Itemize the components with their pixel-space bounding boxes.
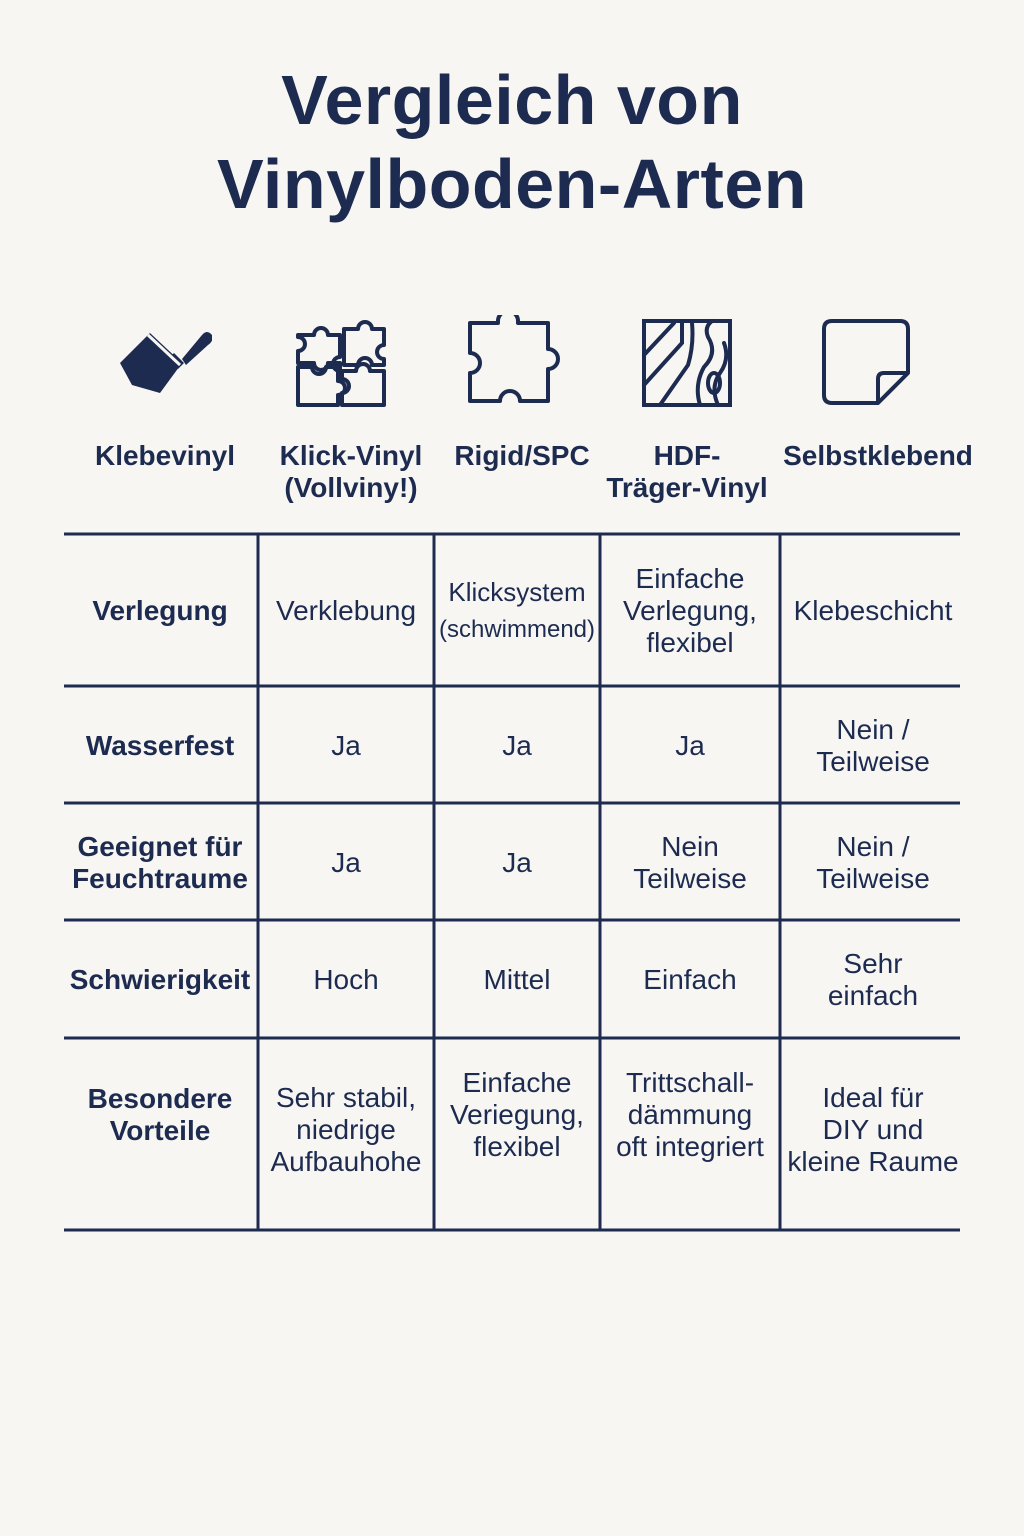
type-heading-line: (Vollviny!): [284, 472, 418, 503]
row-label-line: Verlegung: [92, 595, 228, 626]
type-heading-line: Träger-Vinyl: [606, 472, 768, 503]
title-line-1: Vergleich von: [281, 61, 743, 139]
cell-text: DIY und: [822, 1114, 924, 1145]
cell-text: Verklebung: [275, 595, 417, 626]
table-cell: [258, 805, 434, 920]
cell-text: Ideal für: [822, 1082, 924, 1113]
row-label-schwierigkeit: [64, 922, 256, 1038]
row-label-line: Wasserfest: [85, 729, 235, 761]
type-heading-klebevinyl: [70, 440, 260, 472]
table-cell: [434, 805, 600, 920]
cell-text: Ja: [675, 729, 705, 761]
table-cell: [434, 688, 600, 803]
table-cell: [258, 536, 434, 686]
cell-text: kleine Raume: [787, 1146, 959, 1177]
cell-text: Hoch: [313, 964, 379, 995]
table-cell: [600, 922, 780, 1038]
cell-text: Teilweise: [816, 745, 930, 777]
table-cell: [600, 536, 780, 686]
type-heading-selbstklebend: [772, 440, 984, 472]
cell-text: einfach: [827, 980, 919, 1011]
cell-text: Nein: [661, 830, 719, 862]
type-heading-line: Selbstklebend: [783, 440, 973, 471]
cell-text: oft integriert: [616, 1131, 764, 1162]
cell-text: Mittel: [483, 964, 551, 995]
cell-text: Ja: [331, 729, 361, 761]
type-heading-rigid-spc: [440, 440, 604, 472]
cell-text: Ja: [331, 846, 361, 878]
cell-text: Nein /: [836, 713, 910, 745]
table-cell: [780, 805, 966, 920]
cell-text: Einfach: [643, 964, 737, 995]
table-cell: [258, 1040, 434, 1220]
cell-text: Teilweise: [816, 862, 930, 894]
row-label-line: Schwierigkeit: [69, 964, 251, 995]
type-heading-line: Klick-Vinyl: [279, 440, 423, 471]
cell-text: Einfache: [462, 1067, 572, 1098]
table-cell: [434, 1040, 600, 1190]
cell-text: (schwimmend): [438, 616, 596, 643]
cell-text: Einfache: [635, 563, 745, 594]
type-heading-klick-vinyl: [262, 440, 440, 504]
cell-text: Verlegung,: [623, 595, 757, 626]
row-label-wasserfest: [64, 688, 256, 803]
table-cell: [434, 536, 600, 686]
cell-text: Sehr stabil,: [275, 1082, 417, 1113]
cell-text: Ja: [502, 729, 532, 761]
cell-text: Klicksystem: [448, 577, 586, 607]
row-label-line: Feuchtraume: [72, 862, 248, 894]
puzzle-pieces-icon: [292, 315, 392, 410]
table-cell: [780, 922, 966, 1038]
cell-text: Trittschall-: [625, 1067, 755, 1098]
row-label-feuchtraume: [64, 805, 256, 920]
table-cell: [780, 536, 966, 686]
type-heading-line: Rigid/SPC: [454, 440, 590, 471]
cell-text: Nein /: [836, 830, 910, 862]
wood-grain-icon: [638, 315, 738, 410]
row-label-line: Besondere: [87, 1083, 233, 1114]
type-heading-hdf: [604, 440, 770, 504]
table-cell: [780, 688, 966, 803]
table-cell: [780, 1040, 966, 1220]
peel-sticker-icon: [818, 315, 918, 410]
type-heading-line: Klebevinyl: [94, 440, 236, 471]
row-label-verlegung: [64, 536, 256, 686]
row-label-line: Vorteile: [109, 1115, 211, 1146]
table-cell: [600, 1040, 780, 1190]
cell-text: Klebeschicht: [793, 595, 953, 626]
cell-text: dämmung: [627, 1099, 753, 1130]
cell-text: flexibel: [473, 1131, 561, 1162]
title-line-2: Vinylboden-Arten: [216, 145, 808, 223]
row-label-line: Geeignet für: [77, 830, 243, 862]
table-cell: [600, 805, 780, 920]
table-cell: [600, 688, 780, 803]
cell-text: Aufbauhohe: [270, 1146, 422, 1177]
row-label-besondere-vorteile: [64, 1040, 256, 1190]
table-cell: [258, 922, 434, 1038]
cell-text: Ja: [502, 846, 532, 878]
puzzle-piece-icon: [462, 315, 562, 410]
cell-text: Sehr: [843, 948, 903, 979]
cell-text: niedrige: [296, 1114, 396, 1145]
cell-text: Teilweise: [633, 862, 747, 894]
cell-text: Veriegung,: [450, 1099, 584, 1130]
cell-text: flexibel: [646, 627, 734, 658]
type-heading-line: HDF-: [653, 440, 721, 471]
brush-trowel-icon: [112, 315, 212, 410]
table-cell: [434, 922, 600, 1038]
page-title: [0, 58, 1024, 226]
table-cell: [258, 688, 434, 803]
